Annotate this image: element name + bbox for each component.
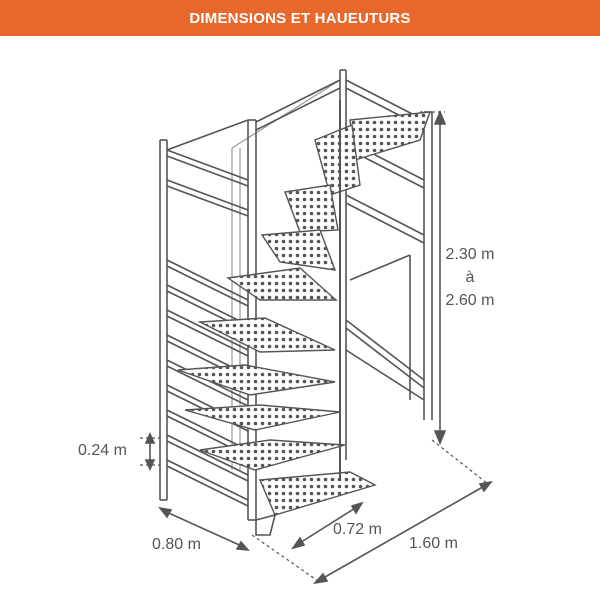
height-max-label: 2.60 m (445, 292, 495, 309)
length-label: 1.60 m (409, 535, 458, 552)
scaffold-stair-diagram (0, 36, 600, 600)
header-title: DIMENSIONS ET HAUEUTURS (189, 9, 411, 27)
step-width-label: 0.72 m (333, 521, 382, 538)
height-connector-label: à (465, 269, 475, 286)
height-min-label: 2.30 m (445, 246, 495, 263)
spiral-treads (178, 100, 430, 515)
header-banner (0, 0, 600, 36)
step-rise-label: 0.24 m (78, 442, 127, 459)
depth-label: 0.80 m (152, 536, 201, 553)
height-dimension (440, 243, 500, 312)
